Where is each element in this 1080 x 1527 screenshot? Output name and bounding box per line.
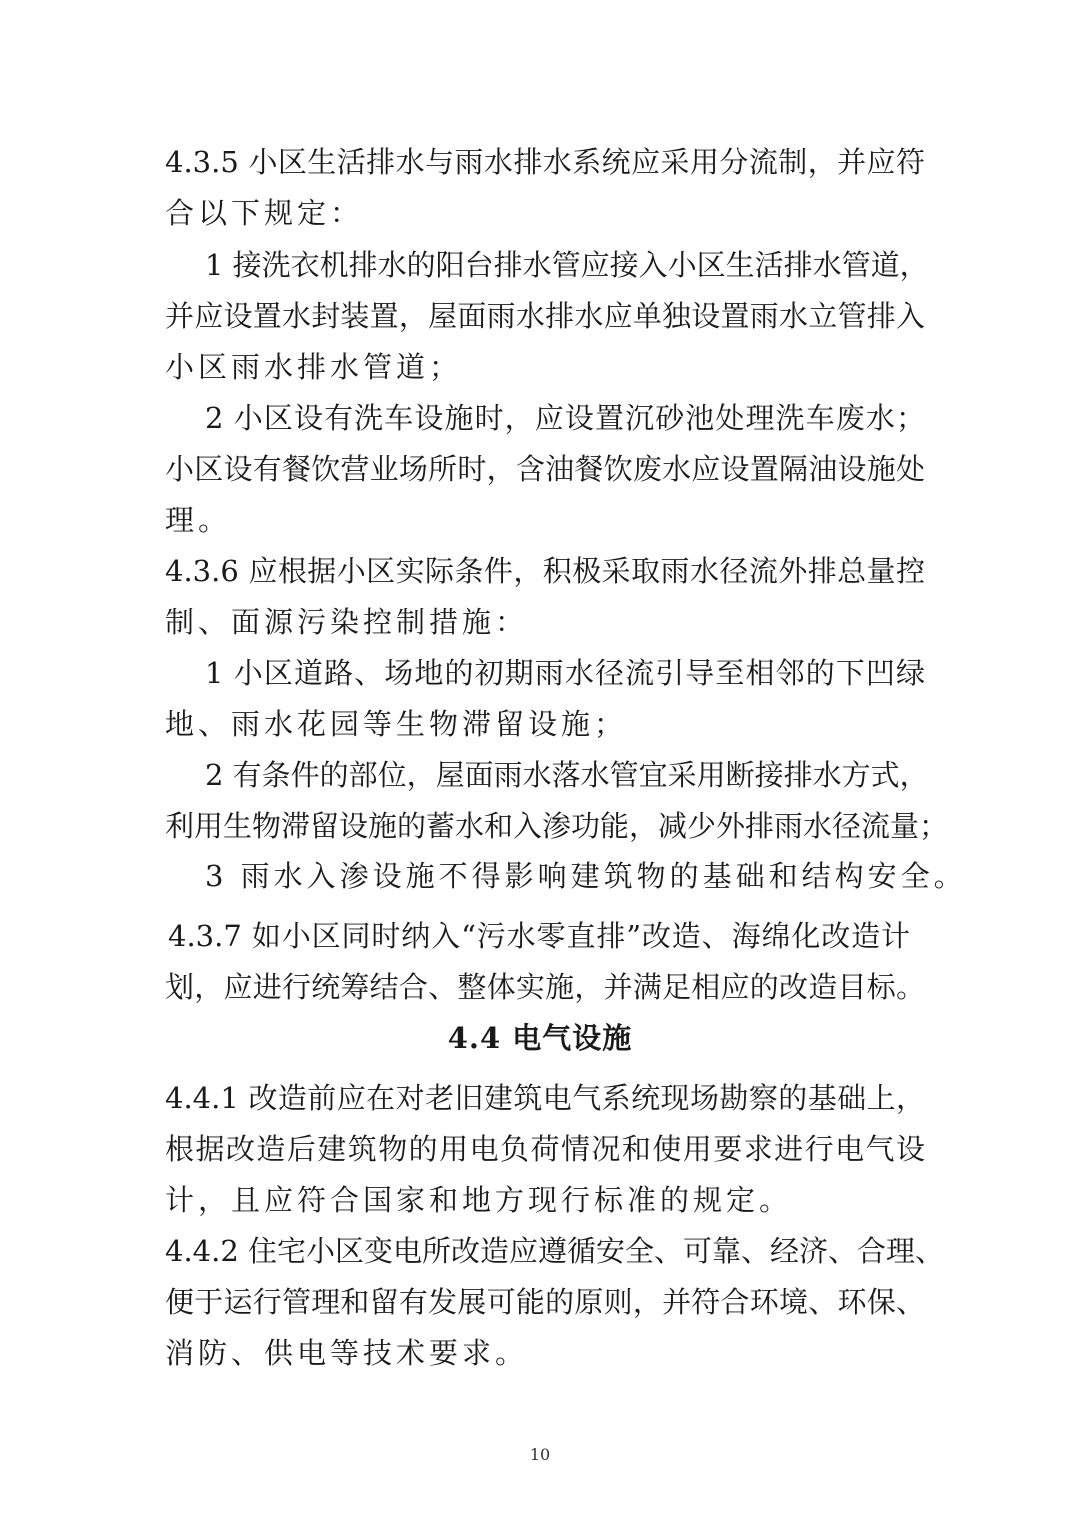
clause-4-3-6-item-1-line-1: 1 小区道路、场地的初期雨水径流引导至相邻的下凹绿 [205, 656, 925, 690]
clause-4-3-5-item-2-line-2: 小区设有餐饮营业场所时，含油餐饮废水应设置隔油设施处 [165, 452, 925, 486]
clause-4-3-6-item-1-line-2: 地、雨水花园等生物滞留设施； [165, 707, 628, 741]
clause-4-4-1-line-3: 计，且应符合国家和地方现行标准的规定。 [165, 1183, 793, 1217]
clause-4-4-1-line-1: 4.4.1 改造前应在对老旧建筑电气系统现场勘察的基础上， [165, 1081, 925, 1115]
page-number: 10 [529, 1445, 551, 1464]
clause-4-3-5-item-2-line-3: 理。 [165, 503, 232, 537]
clause-4-3-6-line-1: 4.3.6 应根据小区实际条件，积极采取雨水径流外排总量控 [165, 554, 925, 588]
clause-4-3-5-item-1-line-3: 小区雨水排水管道； [165, 350, 463, 384]
clause-4-3-6-item-2-line-1: 2 有条件的部位，屋面雨水落水管宜采用断接排水方式， [205, 758, 929, 792]
clause-4-4-2-line-1: 4.4.2 住宅小区变电所改造应遵循安全、可靠、经济、合理、 [165, 1234, 945, 1268]
clause-4-3-5-item-1-line-2: 并应设置水封装置，屋面雨水排水应单独设置雨水立管排入 [165, 299, 925, 333]
clause-4-4-2-line-2: 便于运行管理和留有发展可能的原则，并符合环境、环保、 [165, 1285, 925, 1319]
clause-4-3-6-line-2: 制、面源污染控制措施： [165, 605, 529, 639]
clause-4-3-5-item-2-line-1: 2 小区设有洗车设施时，应设置沉砂池处理洗车废水； [205, 401, 925, 435]
clause-4-3-7-line-2: 划，应进行统筹结合、整体实施，并满足相应的改造目标。 [165, 970, 925, 1004]
clause-4-3-7-line-1: 4.3.7 如小区同时纳入“污水零直排”改造、海绵化改造计 [168, 919, 910, 953]
clause-4-3-5-line-2: 合以下规定： [165, 196, 364, 230]
section-heading: 4.4 电气设施 [447, 1021, 633, 1055]
clause-4-4-2-line-3: 消防、供电等技术要求。 [165, 1336, 529, 1370]
clause-4-3-5-item-1-line-1: 1 接洗衣机排水的阳台排水管应接入小区生活排水管道， [205, 248, 929, 282]
clause-4-3-6-item-3-line-1: 3 雨水入渗设施不得影响建筑物的基础和结构安全。 [205, 859, 967, 893]
clause-4-4-1-line-2: 根据改造后建筑物的用电负荷情况和使用要求进行电气设 [165, 1132, 925, 1166]
clause-4-3-5-line-1: 4.3.5 小区生活排水与雨水排水系统应采用分流制，并应符 [165, 145, 925, 179]
clause-4-3-6-item-2-line-2: 利用生物滞留设施的蓄水和入渗功能，减少外排雨水径流量； [165, 809, 949, 843]
